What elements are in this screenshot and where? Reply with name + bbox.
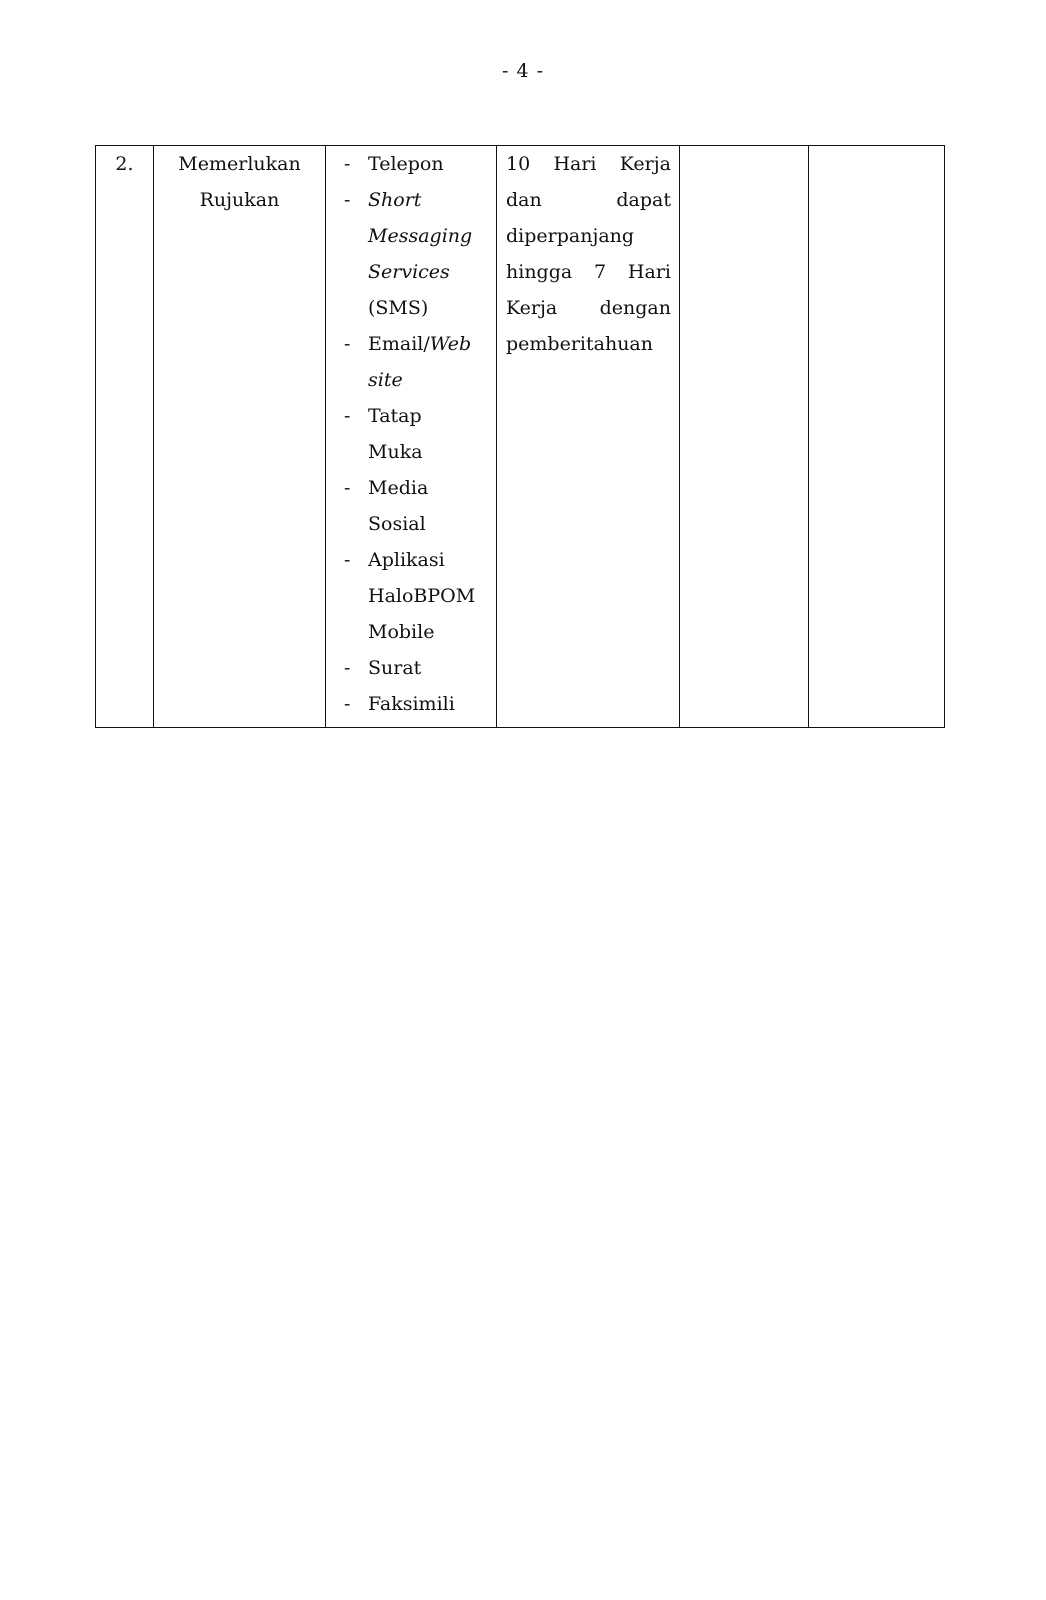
channels-cell (326, 146, 497, 728)
dash-bullet: - (344, 405, 351, 427)
time-word: dengan (599, 297, 671, 319)
row-number: 2. (115, 153, 134, 175)
time-word: 10 (506, 153, 531, 175)
dash-bullet: - (344, 153, 351, 175)
time-line-1 (506, 146, 671, 182)
table-row (96, 146, 945, 728)
channel-web-text: Web (429, 333, 472, 355)
time-cell (497, 146, 680, 728)
channel-sms-line-3: Services (368, 261, 450, 283)
list-item (344, 146, 490, 182)
time-word: Kerja (506, 297, 558, 319)
dash-bullet: - (344, 189, 351, 211)
dash-bullet: - (344, 693, 351, 715)
list-item (344, 398, 490, 470)
list-item (344, 686, 490, 722)
channel-media-line-1: Media (368, 477, 429, 499)
empty-cell-5 (680, 146, 809, 728)
empty-cell-6 (809, 146, 945, 728)
list-item (344, 182, 490, 326)
time-line-3 (506, 218, 671, 254)
time-line-2 (506, 182, 671, 218)
time-word: hingga (506, 261, 573, 283)
time-text (497, 146, 679, 362)
dash-bullet: - (344, 549, 351, 571)
dash-bullet: - (344, 657, 351, 679)
channel-telepon: Telepon (368, 153, 444, 175)
channel-list (326, 146, 496, 722)
service-name-line-2: Rujukan (199, 189, 280, 211)
channel-sms-line-4: (SMS) (368, 297, 429, 319)
service-table (95, 145, 945, 728)
time-line-5 (506, 290, 671, 326)
time-word: Kerja (619, 153, 671, 175)
service-name-line-1: Memerlukan (178, 153, 301, 175)
time-word: Hari (553, 153, 597, 175)
channel-faksimili: Faksimili (368, 693, 455, 715)
time-word: Hari (627, 261, 671, 283)
service-name-cell (154, 146, 326, 728)
row-number-cell (96, 146, 154, 728)
list-item (344, 650, 490, 686)
time-word: diperpanjang (506, 225, 635, 247)
channel-app-line-2: HaloBPOM (368, 585, 476, 607)
channel-app-line-3: Mobile (368, 621, 435, 643)
channel-email-line-1 (368, 326, 490, 362)
dash-bullet: - (344, 477, 351, 499)
channel-media-line-2: Sosial (368, 513, 426, 535)
channel-sms-line-2: Messaging (368, 225, 473, 247)
time-line-4 (506, 254, 671, 290)
channel-surat: Surat (368, 657, 422, 679)
time-word: dan (506, 189, 542, 211)
channel-app-line-1: Aplikasi (368, 549, 445, 571)
time-line-6 (506, 326, 671, 362)
channel-email-line-2: site (368, 369, 403, 391)
dash-bullet: - (344, 333, 351, 355)
page-number: - 4 - (501, 60, 544, 82)
time-word: 7 (594, 261, 607, 283)
channel-tatap-line-1: Tatap (368, 405, 422, 427)
time-word: dapat (616, 189, 671, 211)
time-word: pemberitahuan (506, 333, 653, 355)
list-item (344, 542, 490, 650)
channel-tatap-line-2: Muka (368, 441, 423, 463)
list-item (344, 470, 490, 542)
channel-sms-line-1: Short (368, 189, 422, 211)
list-item (344, 326, 490, 398)
channel-email-text: Email/ (368, 333, 430, 355)
